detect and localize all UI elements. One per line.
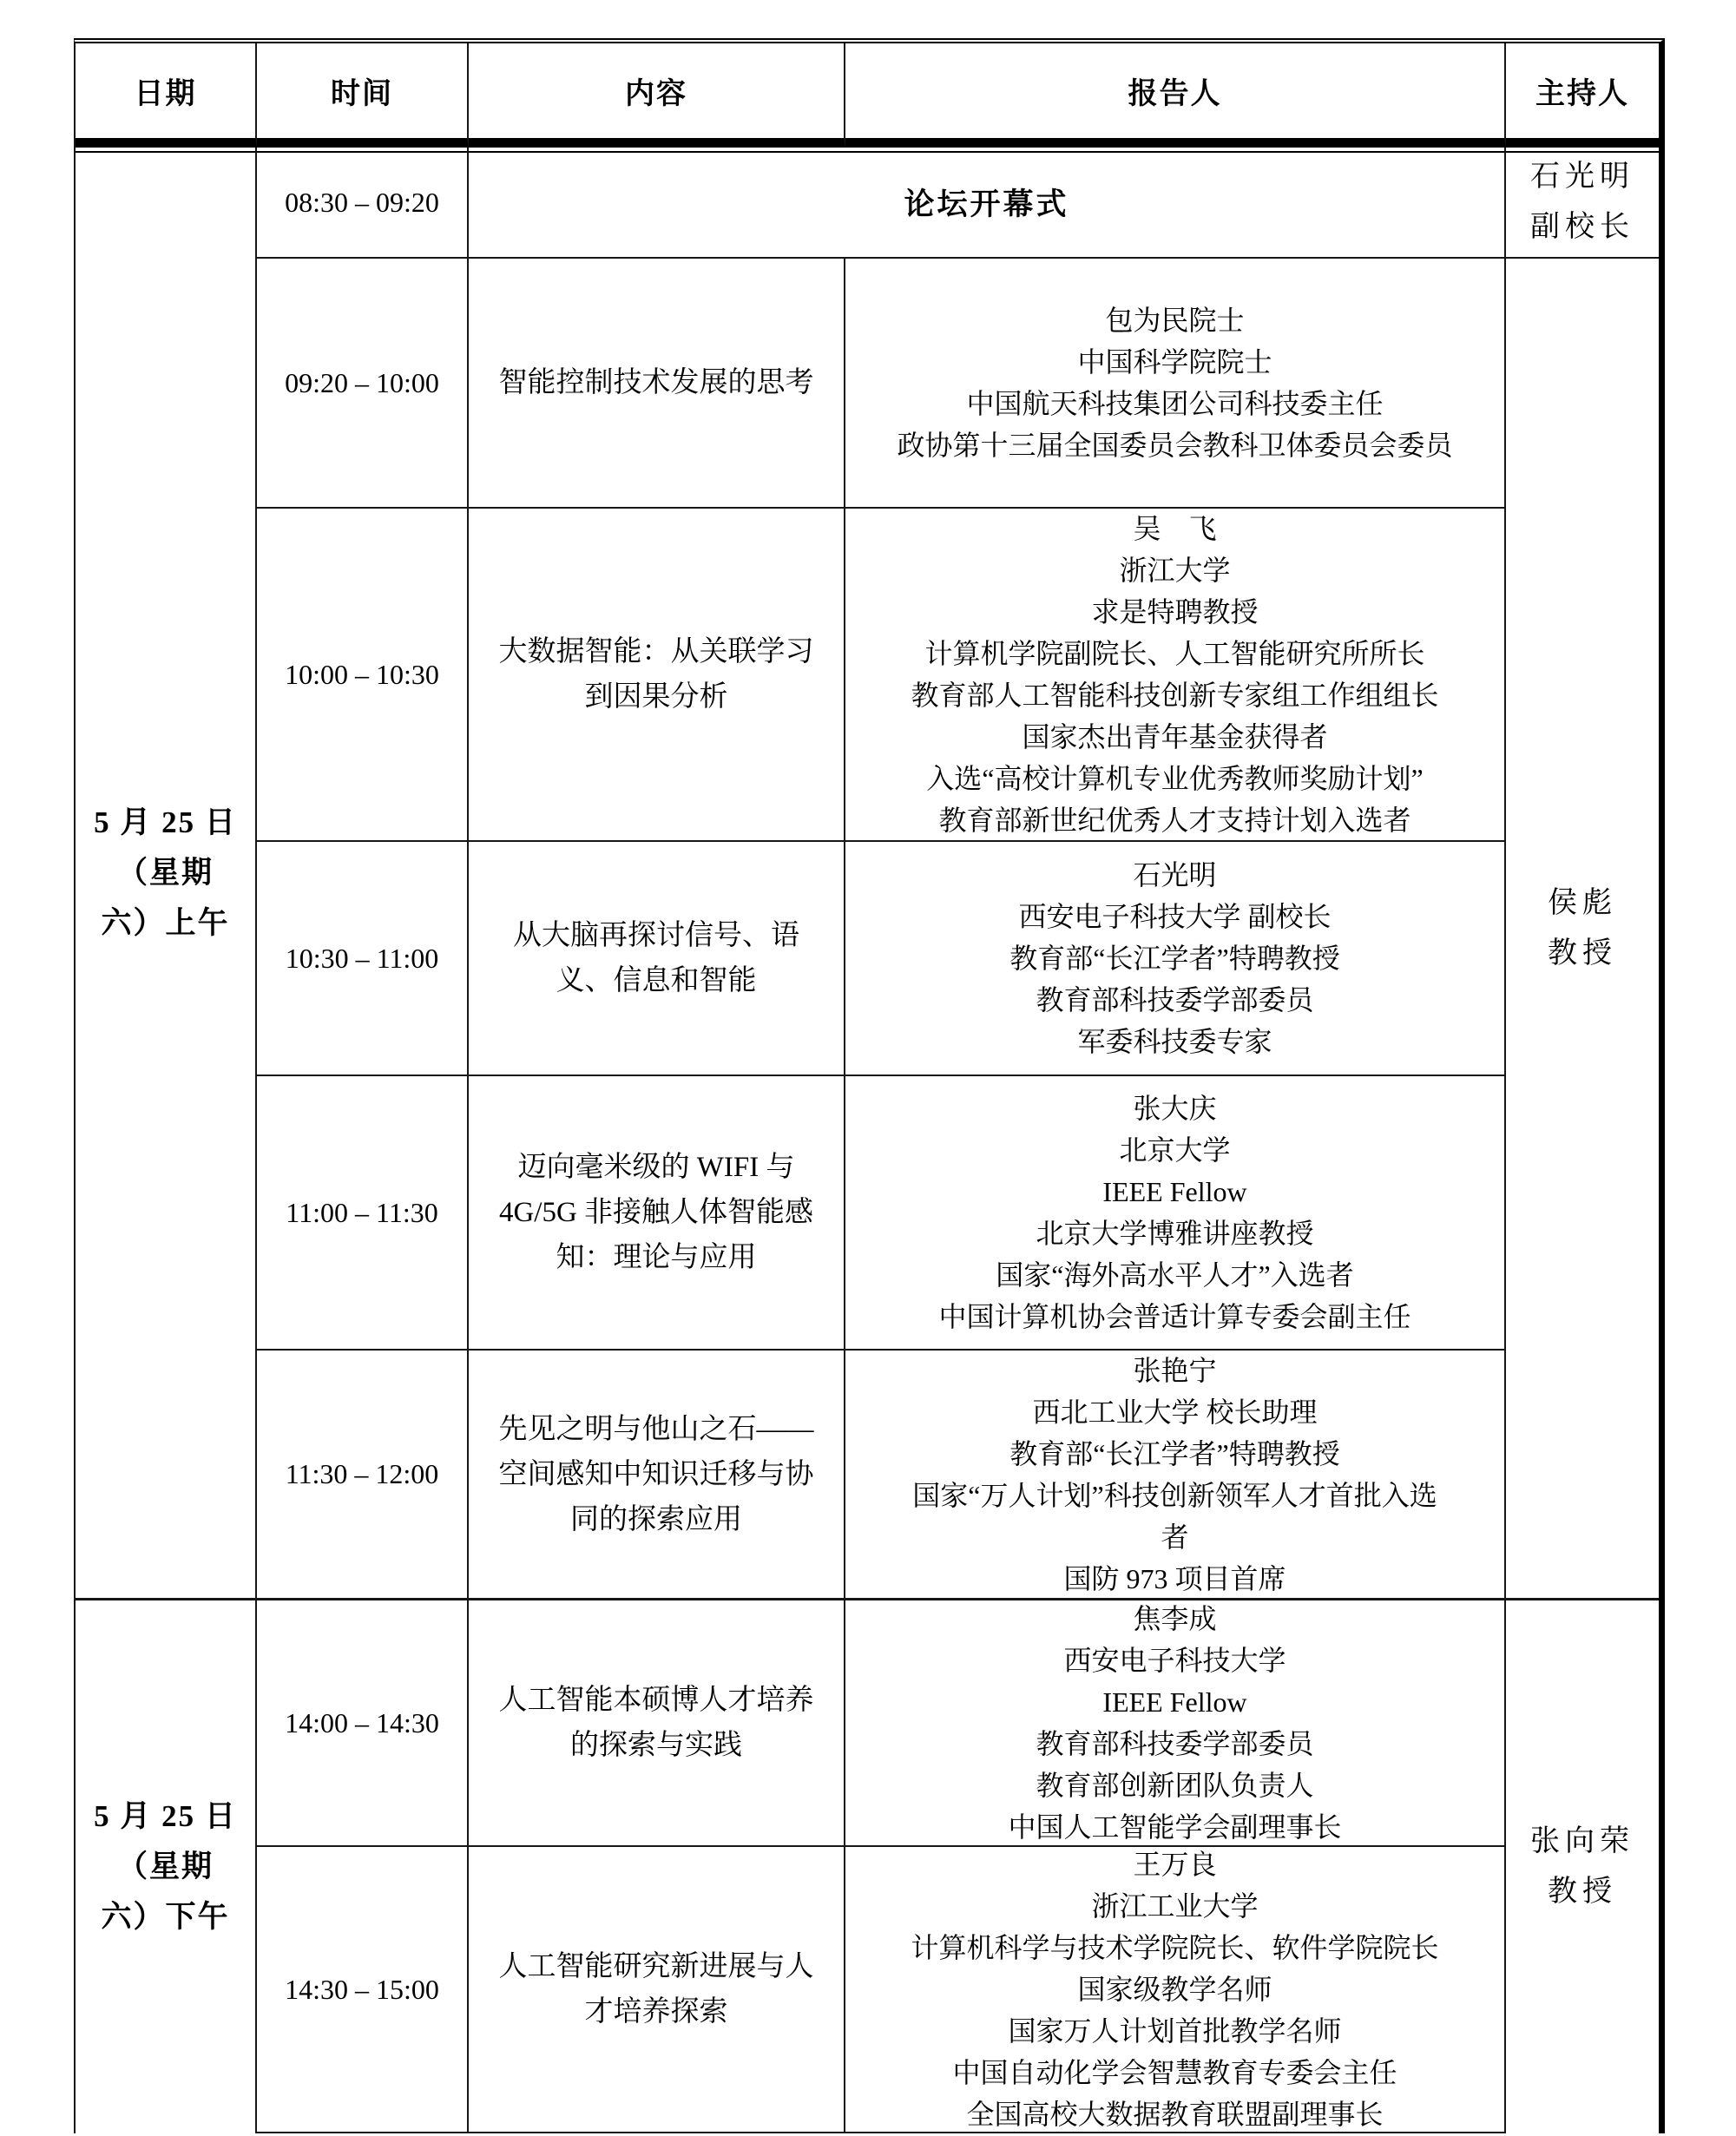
header-cell-time: 时间 bbox=[257, 43, 469, 148]
host-cell-morning: 侯彪 教授 bbox=[1506, 259, 1659, 1600]
opening-ceremony-cell: 论坛开幕式 bbox=[469, 148, 1506, 259]
date-cell-morning: 5 月 25 日 （星期 六）上午 bbox=[76, 148, 257, 1600]
time-cell: 11:30 – 12:00 bbox=[257, 1351, 469, 1600]
header-cell-date: 日期 bbox=[76, 43, 257, 148]
date-cell-afternoon: 5 月 25 日 （星期 六）下午 bbox=[76, 1600, 257, 2133]
time-cell: 08:30 – 09:20 bbox=[257, 148, 469, 259]
header-cell-content: 内容 bbox=[469, 43, 845, 148]
content-cell: 大数据智能：从关联学习 到因果分析 bbox=[469, 509, 845, 842]
speaker-cell: 焦李成 西安电子科技大学 IEEE Fellow 教育部科技委学部委员 教育部创新团队负责人 中国人工智能学会副理事长 bbox=[845, 1600, 1506, 1847]
time-cell: 14:30 – 15:00 bbox=[257, 1847, 469, 2133]
content-cell: 先见之明与他山之石—— 空间感知中知识迁移与协 同的探索应用 bbox=[469, 1351, 845, 1600]
content-cell: 从大脑再探讨信号、语 义、信息和智能 bbox=[469, 842, 845, 1076]
content-cell: 人工智能本硕博人才培养 的探索与实践 bbox=[469, 1600, 845, 1847]
time-cell: 09:20 – 10:00 bbox=[257, 259, 469, 509]
speaker-cell: 张大庆 北京大学 IEEE Fellow 北京大学博雅讲座教授 国家“海外高水平人才”入选者 中国计算机协会普适计算专委会副主任 bbox=[845, 1076, 1506, 1351]
host-cell-afternoon: 张向荣 教授 bbox=[1506, 1600, 1659, 2133]
header-cell-speaker: 报告人 bbox=[845, 43, 1506, 148]
speaker-cell: 包为民院士 中国科学院院士 中国航天科技集团公司科技委主任 政协第十三届全国委员会教科卫体委员会委员 bbox=[845, 259, 1506, 509]
speaker-cell: 王万良 浙江工业大学 计算机科学与技术学院院长、软件学院院长 国家级教学名师 国家万人计划首批教学名师 中国自动化学会智慧教育专委会主任 全国高校大数据教育联盟副理事长 bbox=[845, 1847, 1506, 2133]
speaker-cell: 吴 飞 浙江大学 求是特聘教授 计算机学院副院长、人工智能研究所所长 教育部人工智能科技创新专家组工作组组长 国家杰出青年基金获得者 入选“高校计算机专业优秀教师奖励计划” 教育部新世纪优秀人才支持计划入选者 bbox=[845, 509, 1506, 842]
speaker-cell: 张艳宁 西北工业大学 校长助理 教育部“长江学者”特聘教授 国家“万人计划”科技创新领军人才首批入选 者 国防 973 项目首席 bbox=[845, 1351, 1506, 1600]
content-cell: 智能控制技术发展的思考 bbox=[469, 259, 845, 509]
time-cell: 10:00 – 10:30 bbox=[257, 509, 469, 842]
content-cell: 人工智能研究新进展与人 才培养探索 bbox=[469, 1847, 845, 2133]
content-cell: 迈向毫米级的 WIFI 与 4G/5G 非接触人体智能感 知：理论与应用 bbox=[469, 1076, 845, 1351]
time-cell: 11:00 – 11:30 bbox=[257, 1076, 469, 1351]
speaker-cell: 石光明 西安电子科技大学 副校长 教育部“长江学者”特聘教授 教育部科技委学部委员 军委科技委专家 bbox=[845, 842, 1506, 1076]
time-cell: 10:30 – 11:00 bbox=[257, 842, 469, 1076]
time-cell: 14:00 – 14:30 bbox=[257, 1600, 469, 1847]
header-cell-host: 主持人 bbox=[1506, 43, 1659, 148]
host-cell-opening: 石光明 副校长 bbox=[1506, 148, 1659, 259]
conference-schedule-table bbox=[74, 38, 1665, 2133]
